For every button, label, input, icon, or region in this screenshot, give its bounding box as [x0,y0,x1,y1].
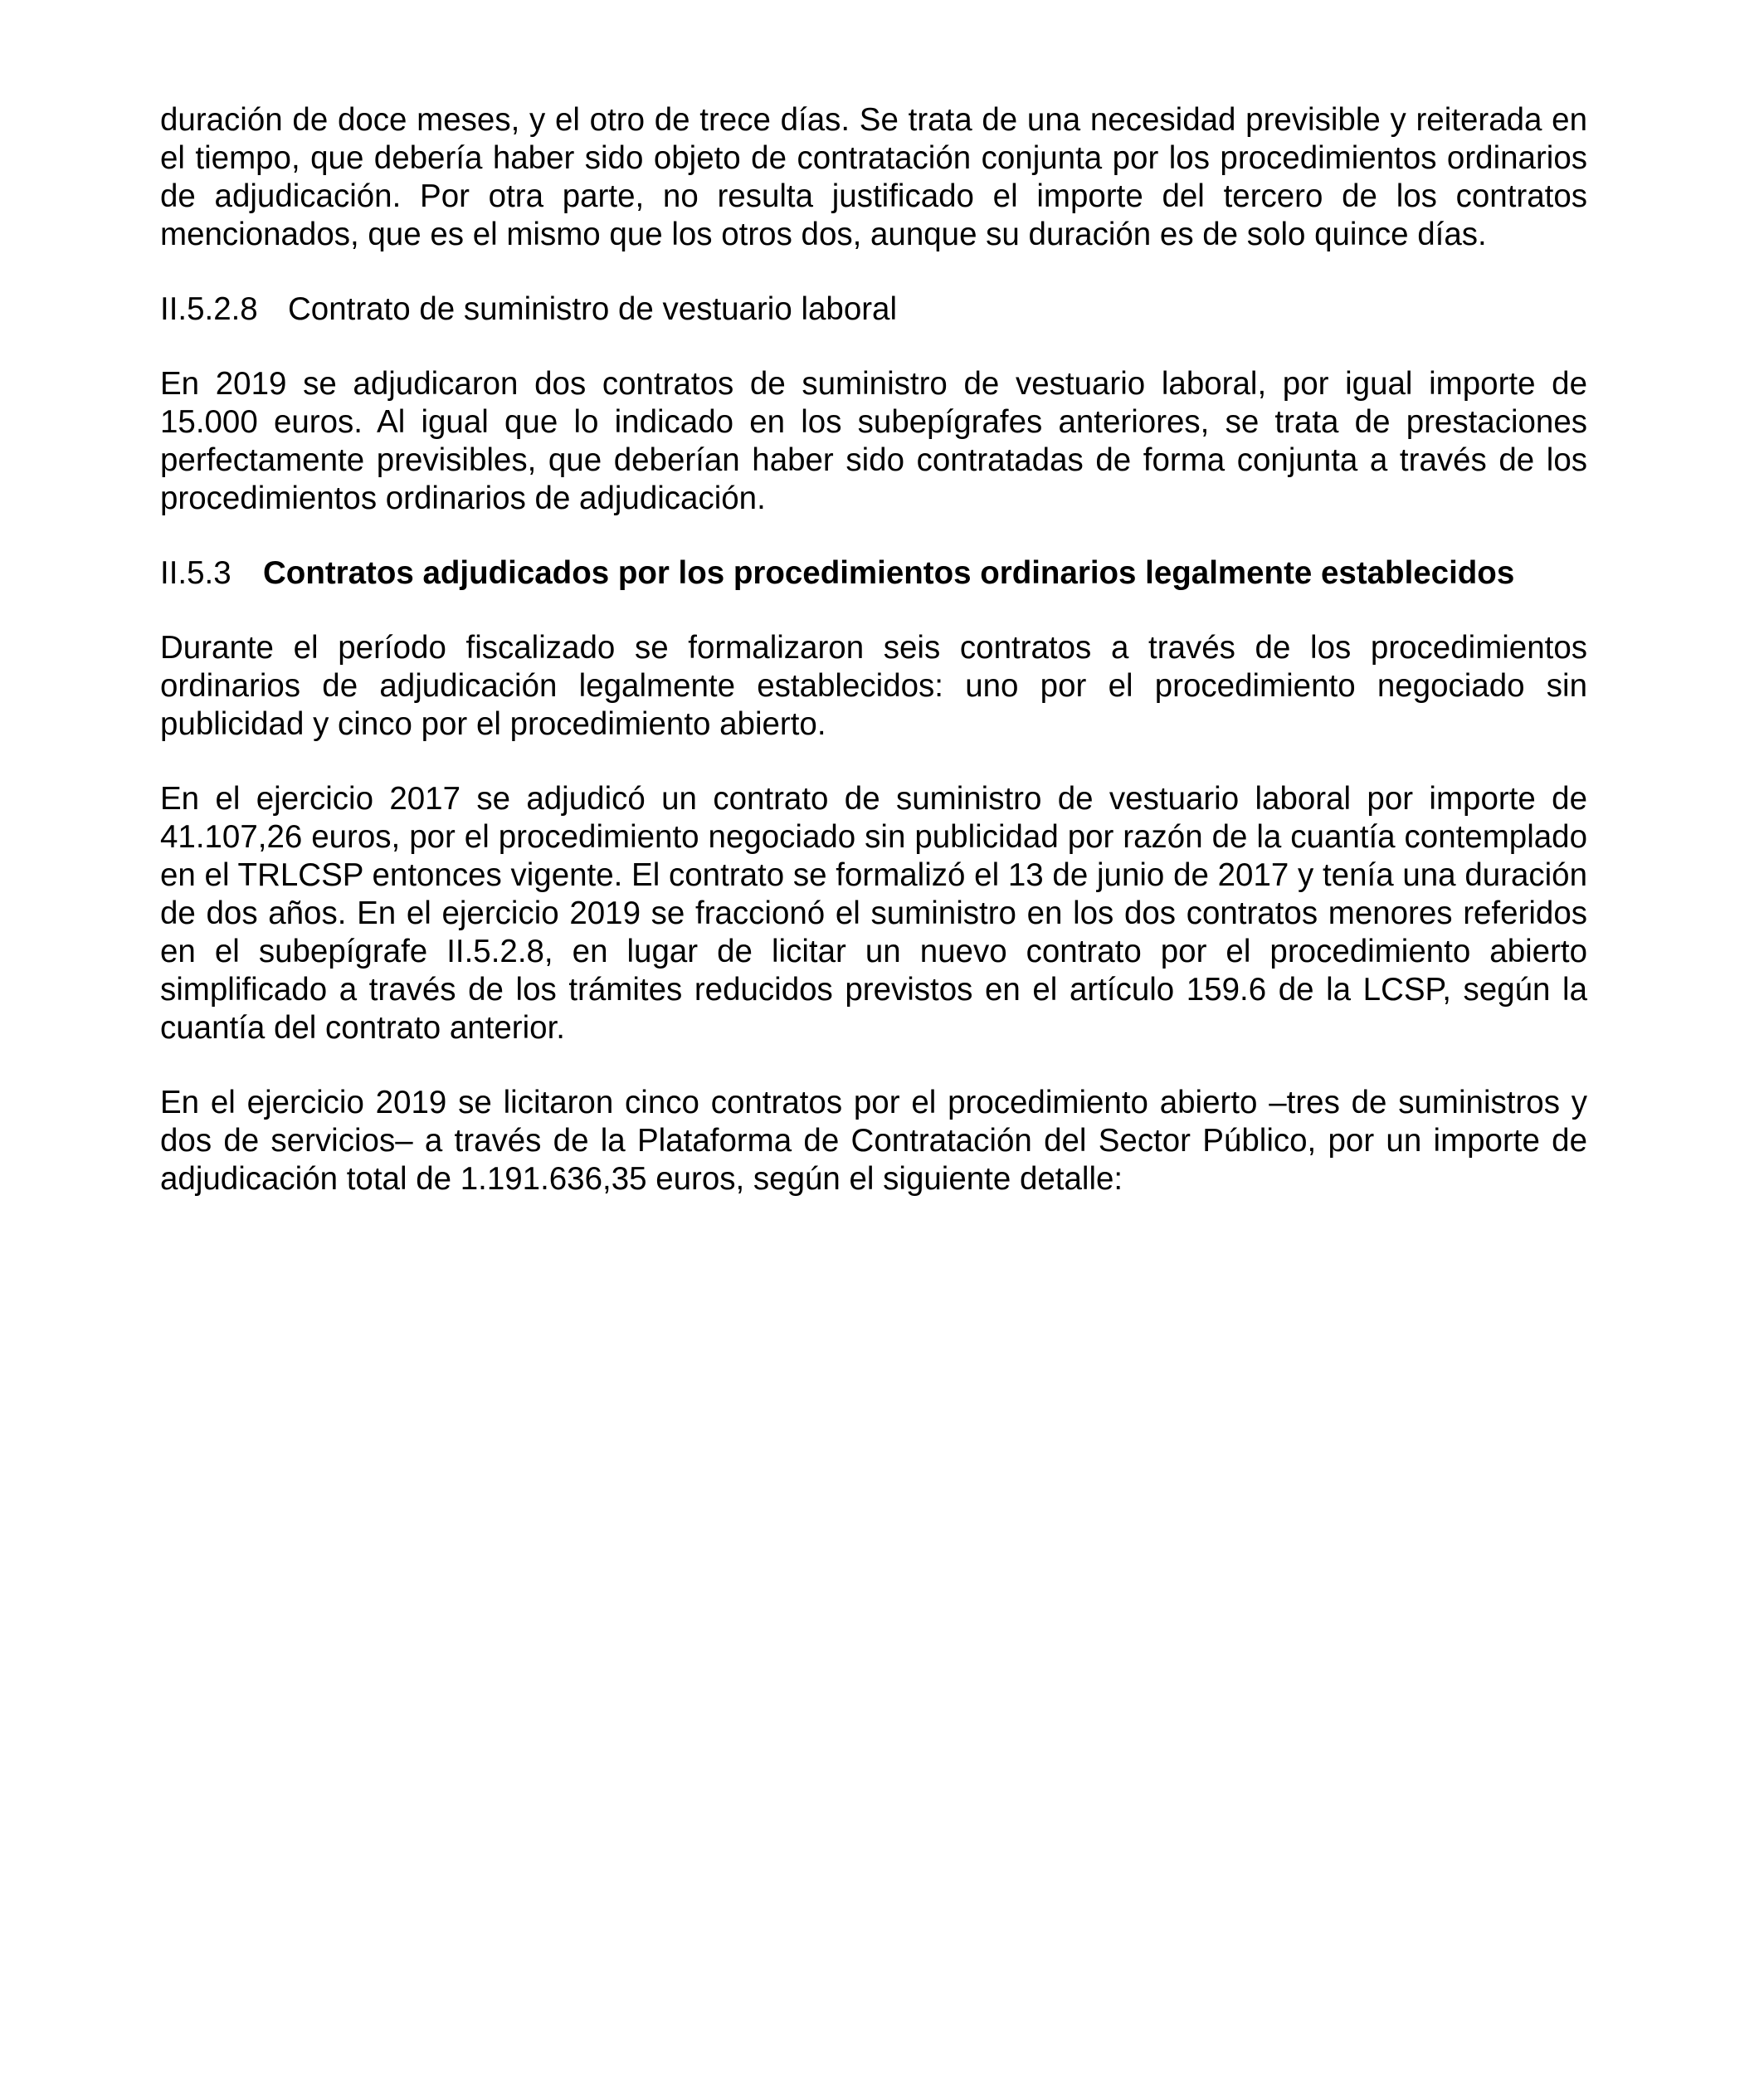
paragraph-ejercicio-2017: En el ejercicio 2017 se adjudicó un contrato de suministro de vestuario laboral por importe de 41.107,26 euros, por el procedimiento negociado sin publicidad por razón de la cuantía contemplado en el TRLCSP entonces vigente. El contrato se formalizó el 13 de junio de 2017 y tenía una duración de dos años. En el ejercicio 2019 se fraccionó el suministro en los dos contratos menores referidos en el subepígrafe II.5.2.8, en lugar de licitar un nuevo contrato por el procedimiento abierto simplificado a través de los trámites reducidos previstos en el artículo 159.6 de la LCSP, según la cuantía del contrato anterior. [160,781,1587,1046]
section-number: II.5.3 [160,555,231,591]
paragraph-ejercicio-2019: En el ejercicio 2019 se licitaron cinco contratos por el procedimiento abierto –tres de suministros y dos de servicios– a través de la Plataforma de Contratación del Sector Público, por un importe de adjudicación total de 1.191.636,35 euros, según el siguiente detalle: [160,1085,1587,1197]
section-title: Contrato de suministro de vestuario laboral [288,291,898,327]
section-title: Contratos adjudicados por los procedimientos ordinarios legalmente establecidos [263,555,1515,591]
document-page [160,101,1587,1198]
section-heading-ii-5-2-8 [160,290,1587,329]
section-heading-ii-5-3 [160,554,1587,593]
paragraph-vestuario: En 2019 se adjudicaron dos contratos de suministro de vestuario laboral, por igual importe de 15.000 euros. Al igual que lo indicado en los subepígrafes anteriores, se trata de prestaciones perfectamente previsibles, que deberían haber sido contratadas de forma conjunta a través de los procedimientos ordinarios de adjudicación. [160,366,1587,516]
paragraph-intro: duración de doce meses, y el otro de trece días. Se trata de una necesidad previsible y reiterada en el tiempo, que debería haber sido objeto de contratación conjunta por los procedimientos ordinarios de adjudicación. Por otra parte, no resulta justificado el importe del tercero de los contratos mencionados, que es el mismo que los otros dos, aunque su duración es de solo quince días. [160,102,1587,252]
paragraph-periodo-fiscalizado: Durante el período fiscalizado se formalizaron seis contratos a través de los procedimientos ordinarios de adjudicación legalmente establecidos: uno por el procedimiento negociado sin publicidad y cinco por el procedimiento abierto. [160,630,1587,742]
section-number: II.5.2.8 [160,291,258,327]
